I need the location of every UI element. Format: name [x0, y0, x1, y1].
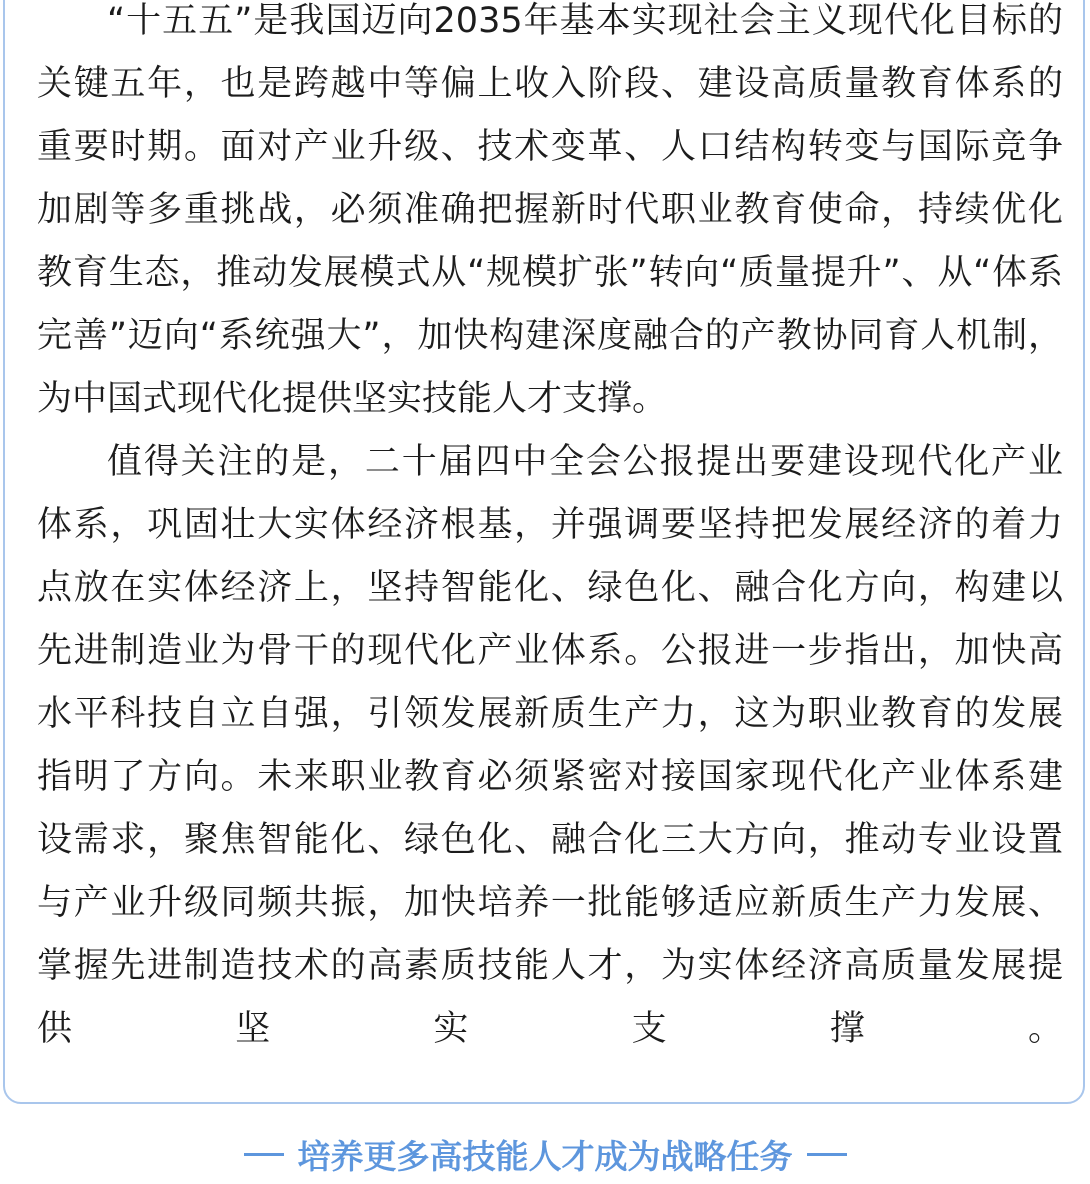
heading-right-dash: [807, 1153, 847, 1156]
text-line: 关键五年，也是跨越中等偏上收入阶段、建设高质量教育体系的: [37, 64, 1063, 104]
text-line: 先进制造业为骨干的现代化产业体系。公报进一步指出，加快高: [37, 631, 1063, 671]
text-line: 为中国式现代化提供坚实技能人才支撑。: [37, 379, 668, 419]
text-line: 供坚实支撑。: [37, 1009, 1063, 1049]
text-line: 加剧等多重挑战，必须准确把握新时代职业教育使命，持续优化: [37, 190, 1063, 230]
article-body: [37, 0, 1063, 1124]
text-line: 体系，巩固壮大实体经济根基，并强调要坚持把发展经济的着力: [37, 505, 1063, 545]
text-line: 重要时期。面对产业升级、技术变革、人口结构转变与国际竞争: [37, 127, 1063, 167]
text-line: 值得关注的是，二十届四中全会公报提出要建设现代化产业: [107, 442, 1063, 482]
text-line: 水平科技自立自强，引领发展新质生产力，这为职业教育的发展: [37, 694, 1063, 734]
text-line: 与产业升级同频共振，加快培养一批能够适应新质生产力发展、: [37, 883, 1063, 923]
text-line: 指明了方向。未来职业教育必须紧密对接国家现代化产业体系建: [37, 757, 1063, 797]
text-line: 点放在实体经济上，坚持智能化、绿色化、融合化方向，构建以: [37, 568, 1063, 608]
text-line: 完善”迈向“系统强大”，加快构建深度融合的产教协同育人机制，: [37, 316, 1063, 356]
section-heading: [0, 1126, 1090, 1182]
section-heading-text: 培养更多高技能人才成为战略任务: [297, 1136, 793, 1176]
text-line: “十五五”是我国迈向2035年基本实现社会主义现代化目标的: [107, 1, 1063, 41]
text-line: 掌握先进制造技术的高素质技能人才，为实体经济高质量发展提: [37, 946, 1063, 986]
paragraph-2: [37, 431, 1063, 1124]
paragraph-1: [37, 0, 1063, 431]
text-line: 教育生态，推动发展模式从“规模扩张”转向“质量提升”、从“体系: [37, 253, 1063, 293]
text-line: 设需求，聚焦智能化、绿色化、融合化三大方向，推动专业设置: [37, 820, 1063, 860]
article-card: [3, 0, 1085, 1104]
heading-left-dash: [244, 1153, 284, 1156]
text-line: [37, 1061, 1063, 1124]
